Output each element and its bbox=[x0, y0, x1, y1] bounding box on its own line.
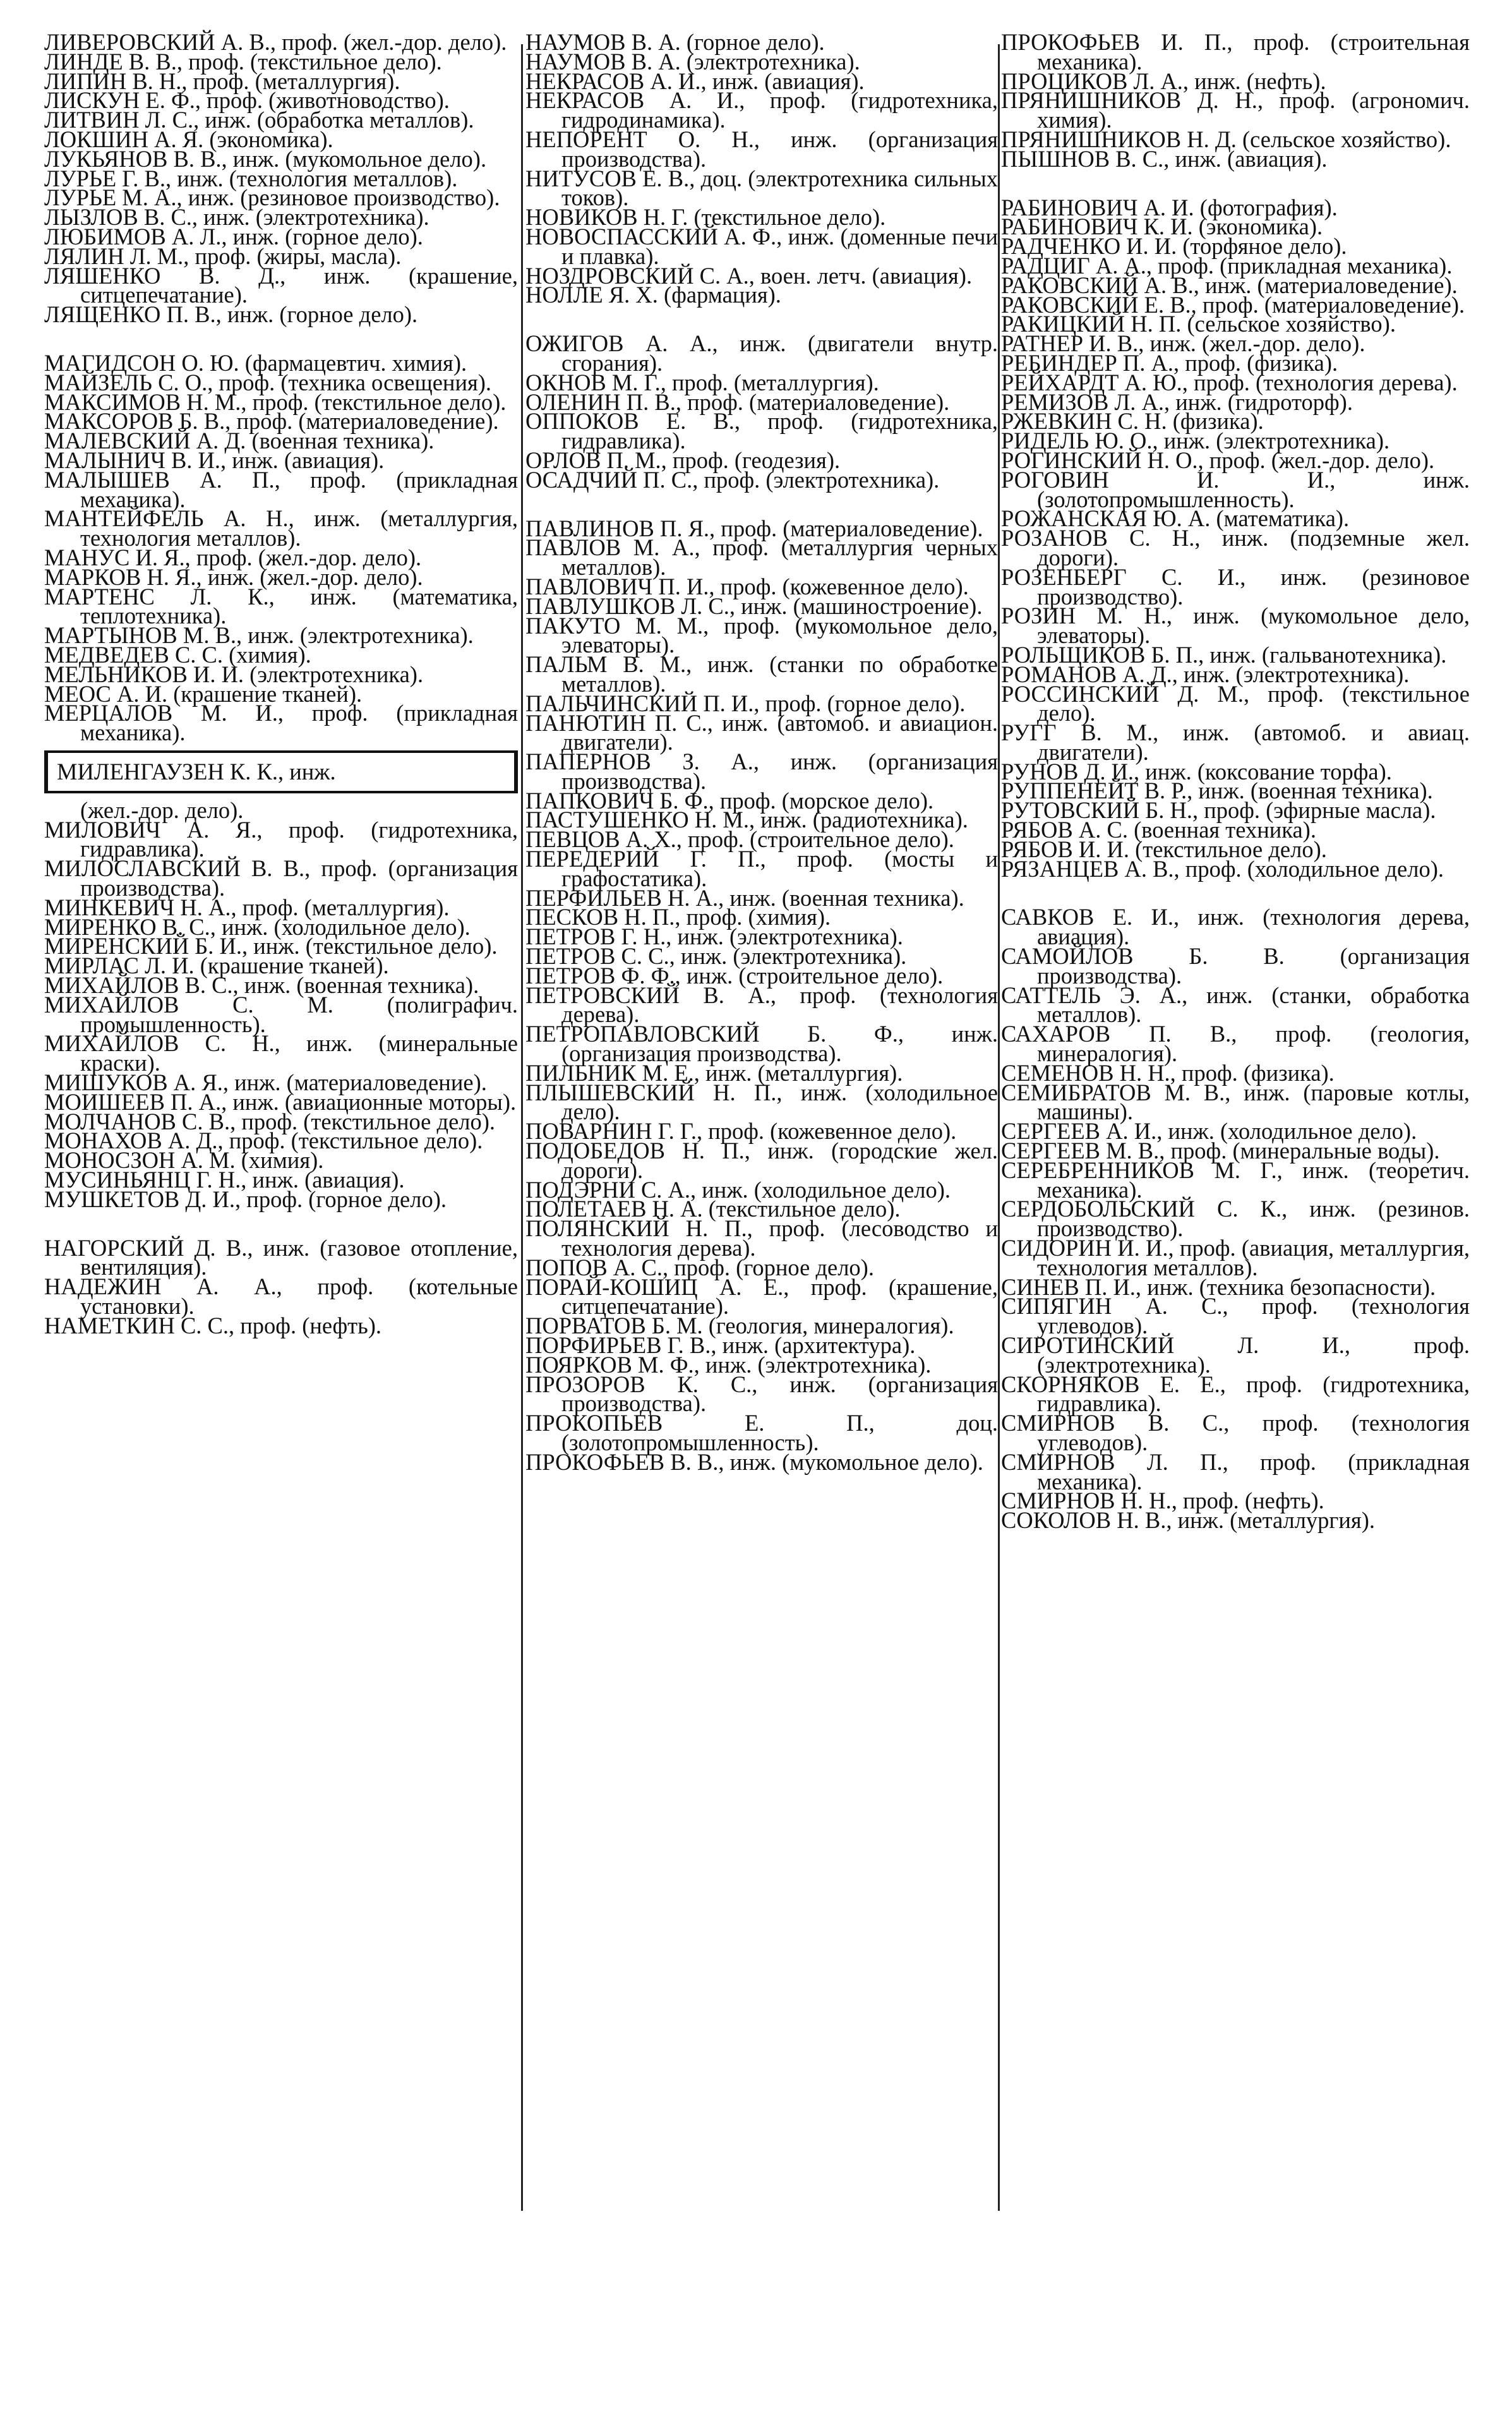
column-left bbox=[44, 29, 518, 1338]
index-entry: ПОРВАТОВ Б. М. (геология, минералогия). bbox=[525, 1313, 954, 1339]
index-entry: РОЗАНОВ С. Н., инж. (подземные жел. дороги). bbox=[1001, 525, 1470, 570]
index-entry: ПАВЛИНОВ П. Я., проф. (материаловедение). bbox=[525, 515, 983, 541]
index-entry: ПАВЛУШКОВ Л. С., инж. (машиностроение). bbox=[525, 592, 983, 619]
index-entry: ПЕРЕДЕРИЙ Г. П., проф. (мосты и графостатика). bbox=[525, 846, 998, 891]
index-entry: РОССИНСКИЙ Д. М., проф. (текстильное дело). bbox=[1001, 680, 1470, 726]
index-entry: РЖЕВКИН С. Н. (физика). bbox=[1001, 408, 1264, 435]
index-entry: ПЕСКОВ Н. П., проф. (химия). bbox=[525, 904, 831, 930]
index-entry: ПЕТРОВ Г. Н., инж. (электротехника). bbox=[525, 923, 903, 950]
index-entry: ЛЫЗЛОВ В. С., инж. (электротехника). bbox=[44, 204, 429, 231]
index-entry: НЕПОРЕНТ О. Н., инж. (организация производства). bbox=[525, 126, 998, 172]
index-entry: НОВИКОВ Н. Г. (текстильное дело). bbox=[525, 204, 886, 231]
index-entry: СЕМЕНОВ Н. Н., проф. (физика). bbox=[1001, 1059, 1335, 1086]
index-entry: РУТОВСКИЙ Б. Н., проф. (эфирные масла). bbox=[1001, 797, 1436, 824]
index-entry: СЕРГЕЕВ М. В., проф. (минеральные воды). bbox=[1001, 1138, 1440, 1164]
index-entry: МОИШЕЕВ П. А., инж. (авиационные моторы). bbox=[44, 1088, 517, 1115]
index-entry: МАЛЕВСКИЙ А. Д. (военная техника). bbox=[44, 428, 435, 454]
column-divider bbox=[998, 44, 1000, 2211]
section-gap bbox=[44, 1210, 518, 1239]
index-entry: РОЗИН М. Н., инж. (мукомольное дело, элеваторы). bbox=[1001, 603, 1470, 649]
index-entry: НАГОРСКИЙ Д. В., инж. (газовое отопление, вентиляция). bbox=[44, 1234, 518, 1280]
index-entry: МИХАЙЛОВ В. С., инж. (военная техника). bbox=[44, 972, 479, 999]
index-entry: ОКНОВ М. Г., проф. (металлургия). bbox=[525, 369, 879, 395]
index-entry: МИНКЕВИЧ Н. А., проф. (металлургия). bbox=[44, 894, 450, 920]
index-entry: МАНТЕЙФЕЛЬ А. Н., инж. (металлургия, технология металлов). bbox=[44, 505, 518, 551]
index-entry: НОВОСПАССКИЙ А. Ф., инж. (доменные печи и плавка). bbox=[525, 223, 998, 269]
index-entry: РУГГ В. М., инж. (автомоб. и авиац. двигатели). bbox=[1001, 719, 1470, 765]
index-entry: МАГИДСОН О. Ю. (фармацевтич. химия). bbox=[44, 349, 467, 376]
index-entry: ПРОЗОРОВ К. С., инж. (организация производства). bbox=[525, 1371, 998, 1417]
index-entry: ПИЛЬНИК М. Е., инж. (металлургия). bbox=[525, 1059, 903, 1086]
index-entry: РИДЕЛЬ Ю. О., инж. (электротехника). bbox=[1001, 428, 1390, 454]
index-entry: РУППЕНЕЙТ В. Р., инж. (военная техника). bbox=[1001, 778, 1433, 804]
index-entry: ПАЛЬМ В. М., инж. (станки по обработке металлов). bbox=[525, 651, 998, 697]
index-entry: РАДЧЕНКО И. И. (торфяное дело). bbox=[1001, 233, 1347, 260]
column-divider bbox=[521, 44, 523, 2211]
index-entry: СИНЕВ П. И., инж. (техника безопасности). bbox=[1001, 1273, 1436, 1300]
index-entry: СЕРЕБРЕННИКОВ М. Г., инж. (теоретич. механика). bbox=[1001, 1157, 1470, 1203]
index-entry: САМОЙЛОВ Б. В. (организация производства). bbox=[1001, 943, 1470, 989]
index-entry: МИХАЙЛОВ С. М. (полиграфич. промышленность). bbox=[44, 991, 518, 1037]
index-entry: МИРЕНСКИЙ Б. И., инж. (текстильное дело). bbox=[44, 933, 498, 959]
index-entry: ЛЯЩЕНКО П. В., инж. (горное дело). bbox=[44, 301, 418, 328]
index-entry: МИХАЙЛОВ С. Н., инж. (минеральные краски). bbox=[44, 1030, 518, 1076]
index-entry: РЯБОВ И. И. (текстильное дело). bbox=[1001, 836, 1327, 862]
index-entry: ПАНЮТИН П. С., инж. (автомоб. и авиацион. двигатели). bbox=[525, 709, 998, 755]
index-entry: САВКОВ Е. И., инж. (технология дерева, авиация). bbox=[1001, 904, 1470, 950]
index-entry: ПАПЕРНОВ З. А., инж. (организация производства). bbox=[525, 749, 998, 794]
index-entry: ЛЯШЕНКО В. Д., инж. (крашение, ситцепечатание). bbox=[44, 262, 518, 308]
index-entry: РЕЙХАРДТ А. Ю., проф. (технология дерева). bbox=[1001, 369, 1458, 395]
index-entry: МЕОС А. И. (крашение тканей). bbox=[44, 680, 363, 707]
index-entry: СМИРНОВ Л. П., проф. (прикладная механика). bbox=[1001, 1448, 1470, 1495]
index-entry: МАРКОВ Н. Я., инж. (жел.-дор. дело). bbox=[44, 563, 423, 590]
index-entry: НАМЕТКИН С. С., проф. (нефть). bbox=[44, 1312, 382, 1338]
index-entry: МУШКЕТОВ Д. И., проф. (горное дело). bbox=[44, 1186, 447, 1212]
index-entry: ПОЯРКОВ М. Ф., инж. (электротехника). bbox=[525, 1351, 932, 1378]
index-entry: ОЖИГОВ А. А., инж. (двигатели внутр. сгорания). bbox=[525, 330, 998, 376]
index-entry: ЛЯЛИН Л. М., проф. (жиры, масла). bbox=[44, 243, 402, 269]
index-entry: ПАВЛОВИЧ П. И., проф. (кожевенное дело). bbox=[525, 573, 969, 599]
index-entry: ПОВАРНИН Г. Г., проф. (кожевенное дело). bbox=[525, 1118, 957, 1145]
index-entry: СИРОТИНСКИЙ Л. И., проф. (электротехника). bbox=[1001, 1332, 1470, 1378]
index-entry: РАКИЦКИЙ Н. П. (сельское хозяйство). bbox=[1001, 311, 1396, 337]
index-entry: НЕКРАСОВ А. И., инж. (авиация). bbox=[525, 68, 865, 94]
index-entry: ПРОКОПЬЕВ Е. П., доц. (золотопромышленность). bbox=[525, 1410, 998, 1455]
index-entry: НАДЕЖИН А. А., проф. (котельные установки). bbox=[44, 1273, 518, 1320]
column-middle bbox=[525, 29, 998, 1475]
index-entry: ЛУРЬЕ Г. В., инж. (технология металлов). bbox=[44, 165, 458, 191]
index-entry: НЕКРАСОВ А. И., проф. (гидротехника, гидродинамика). bbox=[525, 87, 998, 133]
index-entry: ПЕРФИЛЬЕВ Н. А., инж. (военная техника). bbox=[525, 884, 964, 911]
index-entry: САТТЕЛЬ Э. А., инж. (станки, обработка металлов). bbox=[1001, 982, 1470, 1028]
index-entry: ПЕТРОВ Ф. Ф., инж. (строительное дело). bbox=[525, 962, 944, 989]
index-entry: ПОДОБЕДОВ Н. П., инж. (городские жел. дороги). bbox=[525, 1138, 998, 1183]
index-entry: ПРОКОФЬЕВ И. П., проф. (строительная механика). bbox=[1001, 29, 1470, 75]
index-entry: ЛИТВИН Л. С., инж. (обработка металлов). bbox=[44, 107, 474, 133]
index-entry: МОНОСЗОН А. М. (химия). bbox=[44, 1147, 324, 1174]
index-entry: РОГИНСКИЙ Н. О., проф. (жел.-дор. дело). bbox=[1001, 447, 1435, 473]
index-entry: РАБИНОВИЧ К. И. (экономика). bbox=[1001, 214, 1323, 240]
index-entry: НОЛЛЕ Я. Х. (фармация). bbox=[525, 282, 781, 308]
index-entry: ПОДЭРНИ С. А., инж. (холодильное дело). bbox=[525, 1176, 951, 1203]
index-entry: МАРТЫНОВ М. В., инж. (электротехника). bbox=[44, 622, 474, 649]
index-entry: МУСИНЬЯНЦ Г. Н., инж. (авиация). bbox=[44, 1167, 405, 1193]
index-entry: СЕРДОБОЛЬСКИЙ С. К., инж. (резинов. производство). bbox=[1001, 1196, 1470, 1242]
index-entry: ЛОКШИН А. Я. (экономика). bbox=[44, 126, 333, 152]
index-entry: МИРЕНКО В. С., инж. (холодильное дело). bbox=[44, 913, 471, 940]
column-right bbox=[1001, 29, 1470, 1534]
index-entry: ПЕТРОПАВЛОВСКИЙ Б. Ф., инж. (организация производства). bbox=[525, 1021, 998, 1067]
index-entry: МАРТЕНС Л. К., инж. (математика, теплотехника). bbox=[44, 583, 518, 629]
index-entry: РЕМИЗОВ Л. А., инж. (гидроторф). bbox=[1001, 388, 1353, 415]
index-entry: СЕМИБРАТОВ М. В., инж. (паровые котлы, машины). bbox=[1001, 1079, 1470, 1125]
index-entry: ЛУКЬЯНОВ В. В., инж. (мукомольное дело). bbox=[44, 145, 487, 172]
index-entry: РУНОВ Д. И., инж. (коксование торфа). bbox=[1001, 758, 1392, 785]
index-entry: МИРЛАС Л. И. (крашение тканей). bbox=[44, 953, 389, 979]
section-gap bbox=[525, 490, 998, 519]
index-entry: ЛИПИН В. Н., проф. (металлургия). bbox=[44, 68, 400, 94]
index-entry: МИЛОВИЧ А. Я., проф. (гидротехника, гидравлика). bbox=[44, 816, 518, 862]
index-entry: САХАРОВ П. В., проф. (геология, минералогия). bbox=[1001, 1021, 1470, 1067]
index-entry: ЛУРЬЕ М. А., инж. (резиновое производство). bbox=[44, 184, 500, 211]
index-entry: СМИРНОВ В. С., проф. (технология углеводов). bbox=[1001, 1410, 1470, 1455]
index-entry: РОЗЕНБЕРГ С. И., инж. (резиновое производство). bbox=[1001, 563, 1470, 610]
index-entry: ОППОКОВ Е. В., проф. (гидротехника, гидравлика). bbox=[525, 408, 998, 454]
index-entry: МАЙЗЕЛЬ С. О., проф. (техника освещения). bbox=[44, 369, 492, 395]
index-entry: МАЛЫНИЧ В. И., инж. (авиация). bbox=[44, 447, 385, 473]
index-entry: ЛИНДЕ В. В., проф. (текстильное дело). bbox=[44, 48, 442, 75]
index-entry: ПАВЛОВ М. А., проф. (металлургия черных металлов). bbox=[525, 534, 998, 580]
index-entry: РЕБИНДЕР П. А., проф. (физика). bbox=[1001, 349, 1338, 376]
section-gap bbox=[1001, 169, 1470, 198]
index-entry: РОЖАНСКАЯ Ю. А. (математика). bbox=[1001, 505, 1350, 532]
index-entry: МОЛЧАНОВ С. В., проф. (текстильное дело). bbox=[44, 1108, 496, 1134]
index-entry: ПЕТРОВ С. С., инж. (электротехника). bbox=[525, 943, 907, 970]
index-entry: РАДЦИГ А. А., проф. (прикладная механика). bbox=[1001, 252, 1453, 279]
entry-continuation: (жел.-дор. дело). bbox=[80, 797, 244, 823]
index-entry: ПРОЦИКОВ Л. А., инж. (нефть). bbox=[1001, 68, 1326, 94]
index-entry: ПЕВЦОВ А. Х., проф. (строительное дело). bbox=[525, 826, 954, 853]
index-entry: МАКСИМОВ Н. М., проф. (текстильное дело). bbox=[44, 388, 507, 415]
index-entry: РОМАНОВ А. Д., инж. (электротехника). bbox=[1001, 661, 1410, 687]
index-entry: МИШУКОВ А. Я., инж. (материаловедение). bbox=[44, 1069, 487, 1096]
index-entry: РАБИНОВИЧ А. И. (фотография). bbox=[1001, 194, 1338, 220]
index-entry: ПОПОВ А. С., проф. (горное дело). bbox=[525, 1254, 874, 1280]
index-entry: ЛИВЕРОВСКИЙ А. В., проф. (жел.-дор. дело). bbox=[44, 29, 507, 55]
index-entry: ЛЮБИМОВ А. Л., инж. (горное дело). bbox=[44, 223, 423, 250]
index-entry: СМИРНОВ Н. Н., проф. (нефть). bbox=[1001, 1488, 1324, 1514]
index-entry: РЯЗАНЦЕВ А. В., проф. (холодильное дело). bbox=[1001, 855, 1444, 882]
index-entry: НОЗДРОВСКИЙ С. А., воен. летч. (авиация). bbox=[525, 262, 973, 289]
index-entry: МЕДВЕДЕВ С. С. (химия). bbox=[44, 641, 311, 668]
index-entry: РОГОВИН И. И., инж. (золотопромышленность). bbox=[1001, 466, 1470, 512]
index-entry: ПОРФИРЬЕВ Г. В., инж. (архитектура). bbox=[525, 1332, 916, 1358]
index-entry: ПЫШНОВ В. С., инж. (авиация). bbox=[1001, 145, 1328, 172]
index-entry: ПАСТУШЕНКО Н. М., инж. (радиотехника). bbox=[525, 807, 968, 833]
index-entry: МАКСОРОВ Б. В., проф. (материаловедение). bbox=[44, 408, 499, 435]
index-entry: МАНУС И. Я., проф. (жел.-дор. дело). bbox=[44, 544, 422, 570]
index-entry: МАЛЫШЕВ А. П., проф. (прикладная механика). bbox=[44, 466, 518, 512]
index-entry: ПОЛЕТАЕВ Н. А. (текстильное дело). bbox=[525, 1196, 901, 1222]
index-entry: ОРЛОВ П. М., проф. (геодезия). bbox=[525, 447, 841, 473]
index-entry: ПОЛЯНСКИЙ Н. П., проф. (лесоводство и технология дерева). bbox=[525, 1215, 998, 1261]
index-entry: ПОРАЙ-КОШИЦ А. Е., проф. (крашение, ситцепечатание). bbox=[525, 1273, 998, 1320]
index-entry: РАКОВСКИЙ А. В., инж. (материаловедение). bbox=[1001, 272, 1458, 298]
index-entry: ПЛЫШЕВСКИЙ Н. П., инж. (холодильное дело). bbox=[525, 1079, 998, 1125]
index-entry: ПРЯНИШНИКОВ Н. Д. (сельское хозяйство). bbox=[1001, 126, 1451, 152]
index-entry: РАКОВСКИЙ Е. В., проф. (материаловедение). bbox=[1001, 291, 1465, 318]
index-entry: ПРОКОФЬЕВ В. В., инж. (мукомольное дело). bbox=[525, 1448, 983, 1475]
index-entry: ОЛЕНИН П. В., проф. (материаловедение). bbox=[525, 388, 950, 415]
index-entry: СИДОРИН И. И., проф. (авиация, металлургия, технология металлов). bbox=[1001, 1235, 1470, 1280]
index-entry: РОЛЬЩИКОВ Б. П., инж. (гальванотехника). bbox=[1001, 641, 1447, 668]
index-entry: ПРЯНИШНИКОВ Д. Н., проф. (агрономич. химия). bbox=[1001, 87, 1470, 133]
index-entry: СЕРГЕЕВ А. И., инж. (холодильное дело). bbox=[1001, 1118, 1417, 1145]
index-entry: ПЕТРОВСКИЙ В. А., проф. (технология дерева). bbox=[525, 982, 998, 1028]
index-entry: ПАЛЬЧИНСКИЙ П. И., проф. (горное дело). bbox=[525, 690, 966, 716]
index-entry: НИТУСОВ Е. В., доц. (электротехника сильных токов). bbox=[525, 165, 998, 211]
index-entry: РЯБОВ А. С. (военная техника). bbox=[1001, 817, 1316, 843]
index-entry: ОСАДЧИЙ П. С., проф. (электротехника). bbox=[525, 466, 940, 493]
index-entry: МОНАХОВ А. Д., проф. (текстильное дело). bbox=[44, 1128, 483, 1154]
index-entry: СОКОЛОВ Н. В., инж. (металлургия). bbox=[1001, 1507, 1376, 1534]
index-entry: МЕЛЬНИКОВ И. И. (электротехника). bbox=[44, 661, 424, 687]
highlighted-entry: МИЛЕНГАУЗЕН К. К., инж. bbox=[44, 750, 518, 793]
index-entry: НАУМОВ В. А. (электротехника). bbox=[525, 48, 860, 75]
index-entry: МИЛОСЛАВСКИЙ В. В., проф. (организация производства). bbox=[44, 855, 518, 901]
index-entry: ПАКУТО М. М., проф. (мукомольное дело, элеваторы). bbox=[525, 612, 998, 658]
index-entry: НАУМОВ В. А. (горное дело). bbox=[525, 29, 825, 55]
index-entry: СИПЯГИН А. С., проф. (технология углеводов). bbox=[1001, 1293, 1470, 1339]
index-entry: ПАПКОВИЧ Б. Ф., проф. (морское дело). bbox=[525, 787, 934, 814]
index-entry: МЕРЦАЛОВ М. И., проф. (прикладная механика). bbox=[44, 700, 518, 746]
index-entry: ЛИСКУН Е. Ф., проф. (животноводство). bbox=[44, 87, 450, 114]
index-entry: СКОРНЯКОВ Е. Е., проф. (гидротехника, гидравлика). bbox=[1001, 1371, 1470, 1417]
index-entry: РАТНЕР И. В., инж. (жел.-дор. дело). bbox=[1001, 330, 1365, 357]
